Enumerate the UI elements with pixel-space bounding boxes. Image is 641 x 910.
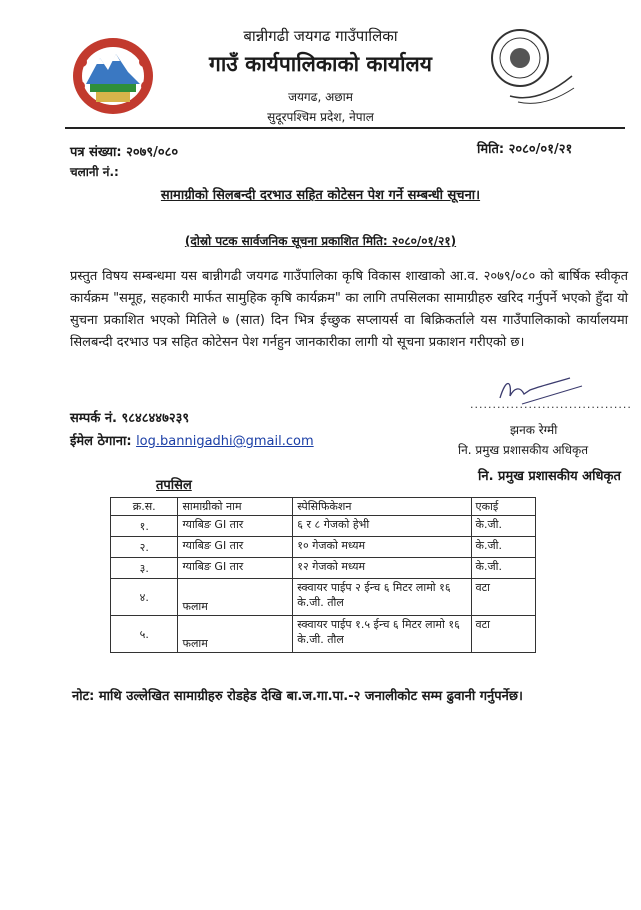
header-cell: एकाई [471,498,535,516]
table-cell: १. [111,516,178,537]
items-table [110,497,536,653]
table-header-row [111,498,536,516]
contact-email-row [70,431,314,449]
header-divider [65,127,625,129]
title-stamp: नि. प्रमुख प्रशासकीय अधिकृत [478,469,621,484]
table-row [111,558,536,579]
header-cell: स्पेसिफिकेशन [293,498,471,516]
table-cell: ४. [111,579,178,616]
table-row [111,537,536,558]
table-cell: वटा [471,579,535,616]
table-cell: के.जी. [471,537,535,558]
letter-date: मिति: २०८०/०१/२१ [477,142,573,157]
table-cell: १० गेजको मध्यम [293,537,471,558]
header-cell: सामाग्रीको नाम [178,498,293,516]
signatory-title: नि. प्रमुख प्रशासकीय अधिकृत [458,443,589,457]
table-row [111,516,536,537]
signatory-name: झनक रेग्मी [510,423,558,437]
reference-number: पत्र संख्या: २०७९/०८० [70,145,179,160]
subject-line: सामाग्रीको सिलबन्दी दरभाउ सहित कोटेसन पेश गर्ने सम्बन्धी सूचना। [160,188,481,203]
table-cell: स्क्वायर पाईप २ ईन्च ६ मिटर लामो १६ के.जी. तौल [293,579,471,616]
table-cell: ग्याबिङ GI तार [178,558,293,579]
table-cell: २. [111,537,178,558]
table-cell: १२ गेजको मध्यम [293,558,471,579]
table-cell: के.जी. [471,558,535,579]
contact-phone: सम्पर्क नं. ९८४८४४७२३९ [70,411,190,426]
org-name-line1: बान्नीगढी जयगढ गाउँपालिका [243,27,398,45]
email-label: ईमेल ठेगाना: [70,434,132,449]
table-cell: ग्याबिङ GI तार [178,516,293,537]
org-name-line2: गाउँ कार्यपालिकाको कार्यालय [209,52,432,76]
dispatch-number: चलानी नं.: [70,165,119,179]
table-cell: फलाम [178,579,293,616]
table-cell: के.जी. [471,516,535,537]
table-cell: स्क्वायर पाईप १.५ ईन्च ६ मिटर लामो १६ के.जी. तौल [293,616,471,653]
table-cell: फलाम [178,616,293,653]
footer-note: नोट: माथि उल्लेखित सामाग्रीहरु रोडहेड देखि बा.ज.गा.पा.-२ जनालीकोट सम्म ढुवानी गर्नुपर्नेछ। [72,689,523,704]
table-cell: ५. [111,616,178,653]
table-row [111,616,536,653]
tapsil-label: तपसिल [156,478,192,493]
address-line1: जयगढ, अछाम [288,90,353,104]
email-link[interactable]: log.bannigadhi@gmail.com [136,434,314,449]
header-cell: क्र.स. [111,498,178,516]
address-line2: सुदूरपश्चिम प्रदेश, नेपाल [267,110,374,124]
table-cell: ६ र ८ गेजको हेभी [293,516,471,537]
table-cell: ग्याबिङ GI तार [178,537,293,558]
table-cell: ३. [111,558,178,579]
body-paragraph: प्रस्तुत विषय सम्बन्धमा यस बान्नीगढी जयगढ गाउँपालिका कृषि विकास शाखाको आ.व. २०७९/०८० को बार्षिक स्वीकृत कार्यक्रम "समूह, सहकारी मार्फत सामुहिक कृषि कार्यक्रम" का लागि तपसिलका सामाग्रीहरु खरिद गर्नुपर्ने भएको हुँदा यो सुचना प्रकाशित भएको मितिले ७ (सात) दिन भित्र ईच्छुक सप्लायर्स वा बिक्रिकर्ताले यस गाउँपालिकाको कार्यालयमा सिलबन्दी दरभाउ पत्र सहित कोटेसन पेश गर्नहुन जानकारीका लागी यो सूचना प्रकाशन गरीएको छ। [70,269,628,350]
signature-line: .................................... [470,398,632,411]
second-notice-line: (दोस्रो पटक सार्वजनिक सूचना प्रकाशित मिति: २०८०/०१/२१) [184,234,457,248]
table-row [111,579,536,616]
table-cell: वटा [471,616,535,653]
